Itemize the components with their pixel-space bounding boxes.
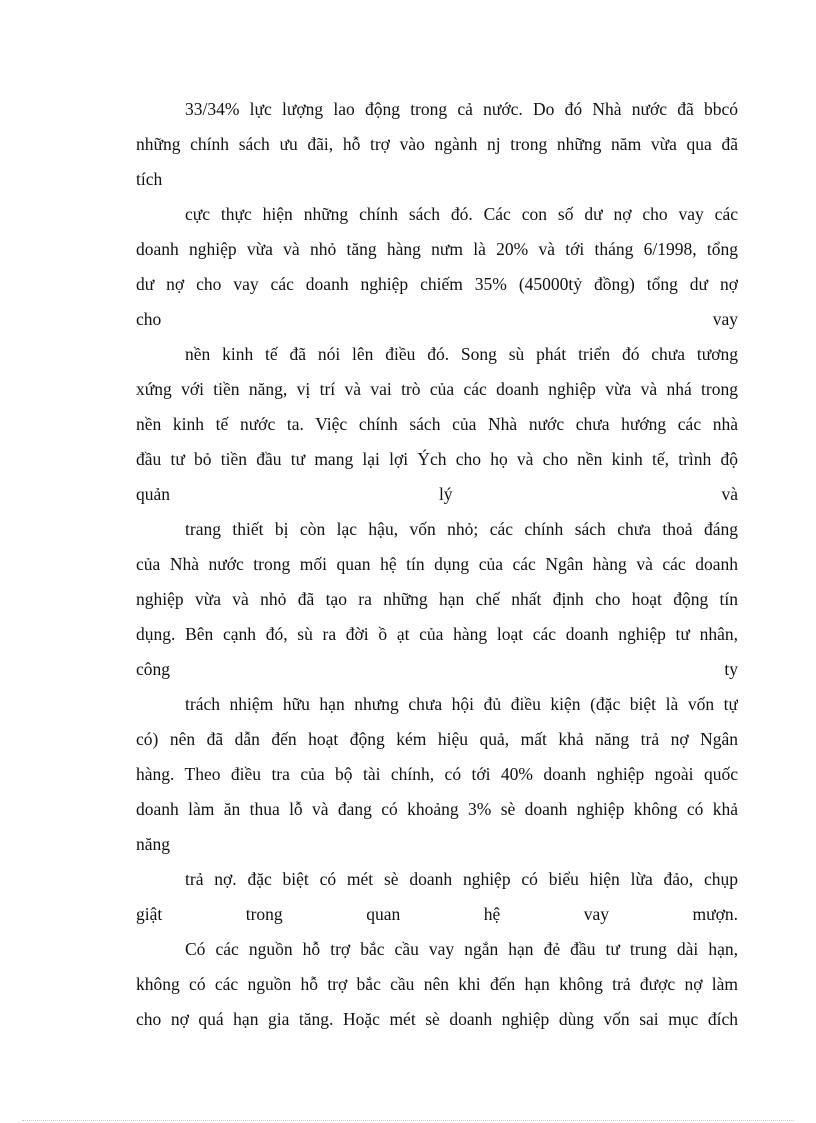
text-line: những chính sách ưu đãi, hỗ trợ vào ngành nj trong những năm vừa qua đã — [136, 134, 738, 154]
text-line: trang thiết bị còn lạc hậu, vốn nhỏ; các chính sách chưa thoả đáng — [185, 519, 738, 539]
text-line: cho vay — [136, 309, 738, 329]
document-body — [136, 92, 738, 1037]
text-line: doanh nghiệp vừa và nhỏ tăng hàng nưm là 20% và tới tháng 6/1998, tổng — [136, 239, 738, 259]
text-line: dư nợ cho vay các doanh nghiệp chiếm 35% (45000tỷ đồng) tổng dư nợ — [136, 274, 738, 294]
text-line: tích — [136, 169, 163, 189]
text-line: hàng. Theo điều tra của bộ tài chính, có tới 40% doanh nghiệp ngoài quốc — [136, 764, 738, 784]
text-line: năng — [136, 834, 171, 854]
text-line: nền kinh tế nước ta. Việc chính sách của Nhà nước chưa hướng các nhà — [136, 414, 738, 434]
text-line: trả nợ. đặc biệt có mét sè doanh nghiệp có biểu hiện lừa đảo, chụp — [185, 869, 738, 889]
text-line: nghiệp vừa và nhỏ đã tạo ra những hạn chế nhất định cho hoạt động tín — [136, 589, 738, 609]
text-line: giật trong quan hệ vay mượn. — [136, 904, 738, 924]
text-line: doanh làm ăn thua lỗ và đang có khoảng 3% sè doanh nghiệp không có khả — [136, 799, 738, 819]
text-line: có) nên đã dẫn đến hoạt động kém hiệu quả, mất khả năng trả nợ Ngân — [136, 729, 738, 749]
text-line: đầu tư bỏ tiền đầu tư mang lại lợi Ých cho họ và cho nền kinh tế, trình độ — [136, 449, 738, 469]
text-line: công ty — [136, 659, 738, 679]
text-line: không có các nguồn hỗ trợ bắc cầu nên khi đến hạn không trả được nợ làm — [136, 974, 738, 994]
text-line: của Nhà nước trong mối quan hệ tín dụng của các Ngân hàng và các doanh — [136, 554, 738, 574]
text-line: cho nợ quá hạn gia tăng. Hoặc mét sè doanh nghiệp dùng vốn sai mục đích — [136, 1009, 738, 1029]
text-line: trách nhiệm hữu hạn nhưng chưa hội đủ điều kiện (đặc biệt là vốn tự — [185, 694, 738, 714]
text-line: dụng. Bên cạnh đó, sù ra đời ồ ạt của hàng loạt các doanh nghiệp tư nhân, — [136, 624, 738, 644]
text-line: 33/34% lực lượng lao động trong cả nước. Do đó Nhà nước đã bbcó — [185, 99, 738, 119]
text-line: quản lý và — [136, 484, 738, 504]
text-line: nền kinh tế đã nói lên điều đó. Song sù phát triển đó chưa tương — [185, 344, 738, 364]
footer-divider — [22, 1120, 794, 1121]
text-line: xứng với tiền năng, vị trí và vai trò của các doanh nghiệp vừa và nhá trong — [136, 379, 738, 399]
text-line: cực thực hiện những chính sách đó. Các con số dư nợ cho vay các — [185, 204, 738, 224]
text-line: Có các nguồn hỗ trợ bắc cầu vay ngắn hạn đẻ đầu tư trung dài hạn, — [185, 939, 738, 959]
